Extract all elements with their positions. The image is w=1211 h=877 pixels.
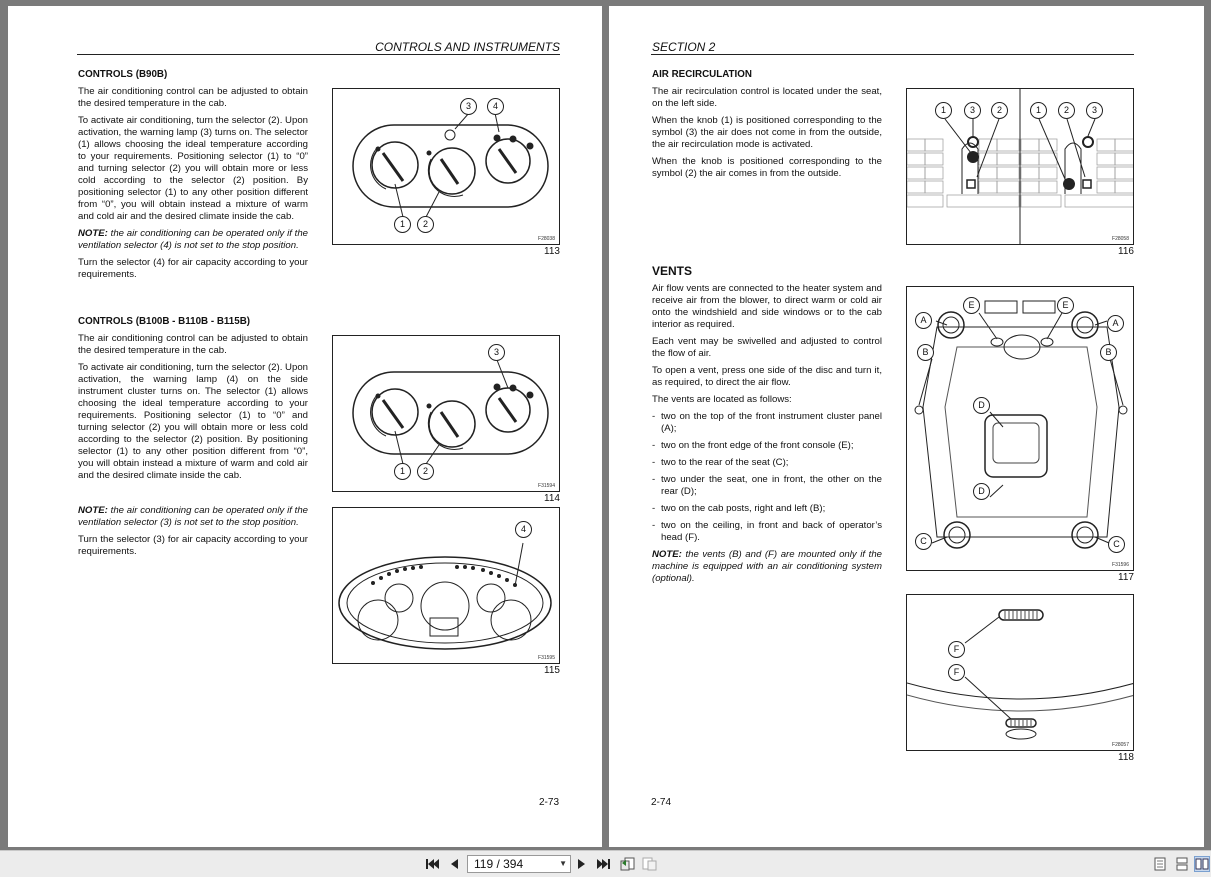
callout-2: 2 bbox=[417, 463, 434, 480]
figure-115-instrument-cluster bbox=[332, 507, 560, 664]
figure-code: F31596 bbox=[1112, 562, 1129, 568]
figure-117-cab-vents bbox=[906, 286, 1134, 571]
first-page-icon[interactable] bbox=[424, 856, 440, 872]
ac-panel-drawing bbox=[333, 336, 560, 492]
figure-118-ceiling-vents bbox=[906, 594, 1134, 751]
list-item: - two on the ceiling, in front and back of operator’s head (F). bbox=[652, 520, 882, 544]
paragraph: The vents are located as follows: bbox=[652, 394, 792, 405]
note bbox=[652, 549, 882, 585]
paragraph: The air conditioning control can be adjusted to obtain the desired temperature in the cab. bbox=[78, 333, 308, 356]
callout-A: A bbox=[1107, 315, 1124, 332]
single-page-view-icon[interactable] bbox=[1152, 856, 1168, 872]
paragraph: To open a vent, press one side of the disc and turn it, as required, to direct the air flow. bbox=[652, 365, 882, 388]
heading-air-recirculation: AIR RECIRCULATION bbox=[652, 69, 752, 80]
list-item: - two under the seat, one in front, the other on the rear (D); bbox=[652, 474, 882, 498]
callout-1: 1 bbox=[935, 102, 952, 119]
callout-1: 1 bbox=[394, 463, 411, 480]
figure-code: F28057 bbox=[1112, 742, 1129, 748]
callout-E: E bbox=[963, 297, 980, 314]
figure-113-ac-panel bbox=[332, 88, 560, 245]
heading-controls-b90b: CONTROLS (B90B) bbox=[78, 69, 168, 80]
figure-number-117: 117 bbox=[1118, 572, 1134, 583]
paragraph: Turn the selector (4) for air capacity according to your requirements. bbox=[78, 257, 308, 280]
right-page bbox=[609, 6, 1204, 847]
paragraph: Air flow vents are connected to the heater system and receive air from the blower, to direct warm or cold air onto the windshield and side windows or to the cab interior as required. bbox=[652, 283, 882, 330]
continuous-view-icon[interactable] bbox=[1174, 856, 1190, 872]
callout-2: 2 bbox=[417, 216, 434, 233]
left-text-block-3 bbox=[78, 505, 308, 563]
next-page-icon[interactable] bbox=[574, 856, 590, 872]
page-number-input[interactable] bbox=[467, 855, 571, 873]
note-label: NOTE: bbox=[78, 228, 108, 239]
last-page-icon[interactable] bbox=[596, 856, 612, 872]
right-header: SECTION 2 bbox=[652, 40, 716, 54]
viewer-toolbar bbox=[0, 850, 1211, 877]
callout-3: 3 bbox=[460, 98, 477, 115]
paragraph: When the knob (1) is positioned corresponding to the symbol (3) the air does not come in from the outside, the air recirculation mode is activated. bbox=[652, 115, 882, 150]
page-number: 2-73 bbox=[539, 797, 560, 808]
right-text-block-1 bbox=[652, 86, 882, 185]
callout-F: F bbox=[948, 641, 965, 658]
note-text: the vents (B) and (F) are mounted only if the machine is equipped with an air conditioning system (optional). bbox=[652, 549, 882, 584]
callout-1: 1 bbox=[394, 216, 411, 233]
left-header-rule bbox=[77, 54, 560, 55]
list-item: - two to the rear of the seat (C); bbox=[652, 457, 882, 469]
callout-D: D bbox=[973, 483, 990, 500]
callout-D: D bbox=[973, 397, 990, 414]
left-text-block-2 bbox=[78, 333, 308, 487]
figure-114-ac-panel bbox=[332, 335, 560, 492]
figure-number-116: 116 bbox=[1118, 246, 1134, 257]
left-text-block-1 bbox=[78, 86, 308, 286]
figure-number-114: 114 bbox=[544, 493, 560, 504]
callout-C: C bbox=[915, 533, 932, 550]
callout-2: 2 bbox=[1058, 102, 1075, 119]
figure-number-113: 113 bbox=[544, 246, 560, 257]
figure-code: F28058 bbox=[1112, 236, 1129, 242]
cab-vents-drawing bbox=[907, 287, 1134, 571]
vents-list bbox=[652, 411, 882, 544]
callout-3: 3 bbox=[964, 102, 981, 119]
chevron-down-icon[interactable]: ▼ bbox=[559, 859, 567, 868]
figure-code: F31595 bbox=[538, 655, 555, 661]
heading-vents: VENTS bbox=[652, 264, 693, 278]
callout-2: 2 bbox=[991, 102, 1008, 119]
callout-E: E bbox=[1057, 297, 1074, 314]
note bbox=[78, 505, 308, 529]
right-text-block-2 bbox=[652, 283, 882, 590]
paragraph: The air recirculation control is located under the seat, on the left side. bbox=[652, 86, 882, 109]
note-label: NOTE: bbox=[652, 549, 682, 560]
right-header-rule bbox=[651, 54, 1134, 55]
paragraph: The air conditioning control can be adjusted to obtain the desired temperature in the cab. bbox=[78, 86, 308, 109]
callout-C: C bbox=[1108, 536, 1125, 553]
callout-4: 4 bbox=[515, 521, 532, 538]
list-item: - two on the top of the front instrument cluster panel (A); bbox=[652, 411, 882, 435]
figure-number-115: 115 bbox=[544, 665, 560, 676]
callout-F: F bbox=[948, 664, 965, 681]
next-view-icon[interactable] bbox=[642, 856, 658, 872]
ceiling-vents-drawing bbox=[907, 595, 1134, 751]
callout-B: B bbox=[917, 344, 934, 361]
left-header: CONTROLS AND INSTRUMENTS bbox=[375, 40, 560, 54]
note-label: NOTE: bbox=[78, 505, 108, 516]
callout-4: 4 bbox=[487, 98, 504, 115]
callout-A: A bbox=[915, 312, 932, 329]
list-item: - two on the cab posts, right and left (B); bbox=[652, 503, 882, 515]
list-item: - two on the front edge of the front console (E); bbox=[652, 440, 882, 452]
page-indicator: 119 / 394 bbox=[474, 857, 524, 871]
previous-view-icon[interactable] bbox=[620, 856, 636, 872]
figure-116-recirculation-knob bbox=[906, 88, 1134, 245]
note-text: the air conditioning can be operated only if the ventilation selector (3) is not set to the stop position. bbox=[78, 505, 309, 528]
ac-panel-drawing bbox=[333, 89, 560, 245]
two-page-view-icon[interactable] bbox=[1194, 856, 1210, 872]
paragraph: Each vent may be swivelled and adjusted to control the flow of air. bbox=[652, 336, 882, 359]
callout-B: B bbox=[1100, 344, 1117, 361]
callout-3: 3 bbox=[488, 344, 505, 361]
paragraph: To activate air conditioning, turn the selector (2). Upon activation, the warning lamp (3) turns on. The selector (1) allows choosing the ideal temperature according to your requirements. Positioning selector (1) to “0” and turning selector (2) you will obtain more or less cold according to the selector (2) position. By positioning selector (1) to any other position different from “0”, you will obtain instead a mixture of warm and cold air and the desired climate inside the cab. bbox=[78, 115, 308, 222]
callout-1: 1 bbox=[1030, 102, 1047, 119]
note bbox=[78, 228, 308, 252]
page-number: 2-74 bbox=[651, 797, 672, 808]
figure-number-118: 118 bbox=[1118, 752, 1134, 763]
paragraph: When the knob is positioned corresponding to the symbol (2) the air comes in from the outside. bbox=[652, 156, 882, 179]
figure-code: F28038 bbox=[538, 236, 555, 242]
left-page bbox=[8, 6, 602, 847]
paragraph: Turn the selector (3) for air capacity according to your requirements. bbox=[78, 534, 308, 557]
callout-3: 3 bbox=[1086, 102, 1103, 119]
note-text: the air conditioning can be operated only if the ventilation selector (4) is not set to the stop position. bbox=[78, 228, 309, 251]
figure-code: F31594 bbox=[538, 483, 555, 489]
heading-controls-b100b: CONTROLS (B100B - B110B - B115B) bbox=[78, 316, 251, 327]
previous-page-icon[interactable] bbox=[446, 856, 462, 872]
paragraph: To activate air conditioning, turn the selector (2). Upon activation, the warning lamp (4) on the side instrument cluster turns on. The selector (1) allows choosing the ideal temperature according to your requirements. Positioning selector (1) to “0” and turning selector (2) you will obtain more or less cold according to the selector (2) position. By positioning selector (1) to any other position different from “0”, you will obtain instead a mixture of warm and cold air and the desired climate inside the cab. bbox=[78, 362, 308, 481]
